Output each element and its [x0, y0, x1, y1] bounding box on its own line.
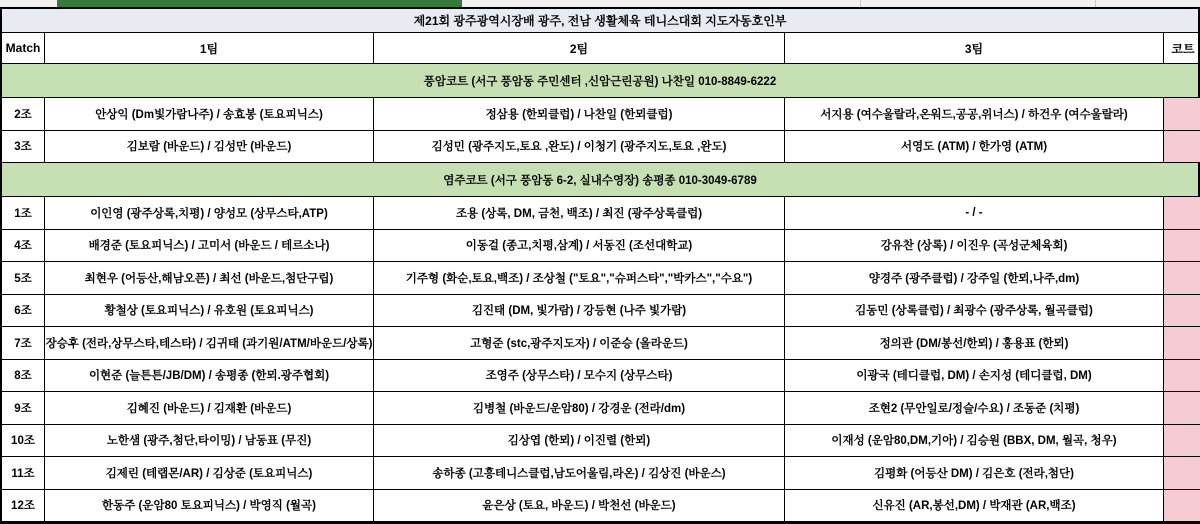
- court-cell[interactable]: [1164, 490, 1200, 522]
- match-cell[interactable]: 4조: [2, 230, 45, 262]
- court-cell[interactable]: [1164, 327, 1200, 359]
- section-rows: [2, 98, 1198, 163]
- team1-cell[interactable]: 배경준 (토요피닉스) / 고미서 (바운드 / 테르소나): [45, 230, 374, 262]
- team1-cell[interactable]: 이현준 (늘튼튼/JB/DM) / 송평종 (한뫼.광주협회): [45, 360, 374, 392]
- court-cell[interactable]: [1164, 295, 1200, 327]
- grid-line: [1095, 0, 1096, 7]
- team3-cell[interactable]: 김평화 (어등산 DM) / 김은호 (전라,첨단): [785, 457, 1164, 489]
- court-section: [2, 64, 1198, 163]
- team3-cell[interactable]: 김동민 (상록클럽) / 최광수 (광주상록, 월곡클럽): [785, 295, 1164, 327]
- sheet-top-strip: [0, 0, 1200, 7]
- grid-line: [860, 0, 861, 7]
- court-section-header[interactable]: 염주코트 (서구 풍암동 6-2, 실내수영장) 송평종 010-3049-6789: [443, 174, 757, 187]
- team1-cell[interactable]: 김보람 (바운드) / 김성만 (바운드): [45, 131, 374, 163]
- team3-cell[interactable]: 서지용 (여수울랄라,온워드,공공,위너스) / 하건우 (여수울랄라): [785, 98, 1164, 130]
- team2-cell[interactable]: 이동걸 (종고,치평,삼계) / 서동진 (조선대학교): [374, 230, 785, 262]
- tournament-table: [0, 7, 1200, 524]
- court-cell[interactable]: [1164, 98, 1200, 130]
- court-cell[interactable]: [1164, 262, 1200, 294]
- court-cell[interactable]: [1164, 425, 1200, 457]
- match-row: [2, 262, 1198, 295]
- col-header-team3[interactable]: 3팀: [785, 33, 1164, 63]
- title-row: [2, 9, 1198, 33]
- section-rows: [2, 197, 1198, 522]
- team1-cell[interactable]: 황철상 (토요피닉스) / 유호원 (토요피닉스): [45, 295, 374, 327]
- match-row: [2, 392, 1198, 425]
- match-cell[interactable]: 10조: [2, 425, 45, 457]
- page-title: 제21회 광주광역시장배 광주, 전남 생활체육 테니스대회 지도자동호인부: [413, 14, 787, 28]
- match-row: [2, 327, 1198, 360]
- team3-cell[interactable]: 이재성 (운암80,DM,기아) / 김승원 (BBX, DM, 월곡, 청우): [785, 425, 1164, 457]
- team2-cell[interactable]: 기주형 (화순,토요,백조) / 조상철 ("토요","슈퍼스타","박카스","수요"): [374, 262, 785, 294]
- team1-cell[interactable]: 장승후 (전라,상무스타,테스타) / 김귀태 (과기원/ATM/바운드/상록): [45, 327, 374, 359]
- team2-cell[interactable]: 김진태 (DM, 빛가람) / 강등현 (나주 빛가람): [374, 295, 785, 327]
- court-section-header[interactable]: 풍암코트 (서구 풍암동 주민센터 ,신암근린공원) 나찬일 010-8849-6222: [423, 75, 777, 88]
- col-header-court[interactable]: 코트: [1171, 41, 1195, 56]
- team3-cell[interactable]: 서영도 (ATM) / 한가영 (ATM): [785, 131, 1164, 163]
- col-header-match[interactable]: Match: [2, 33, 45, 63]
- match-row: [2, 131, 1198, 164]
- match-cell[interactable]: 11조: [2, 457, 45, 489]
- court-cell[interactable]: [1164, 457, 1200, 489]
- top-green-bar: [57, 0, 462, 7]
- team1-cell[interactable]: 최현우 (어등산,해남오픈) / 최선 (바운드,첨단구립): [45, 262, 374, 294]
- match-cell[interactable]: 5조: [2, 262, 45, 294]
- court-cell[interactable]: [1164, 197, 1200, 229]
- match-cell[interactable]: 2조: [2, 98, 45, 130]
- team2-cell[interactable]: 조영주 (상무스타) / 모수지 (상무스타): [374, 360, 785, 392]
- match-cell[interactable]: 12조: [2, 490, 45, 522]
- team3-cell[interactable]: 이광국 (테디클럽, DM) / 손지성 (테디클럽, DM): [785, 360, 1164, 392]
- team1-cell[interactable]: 김제린 (테랩몬/AR) / 김상준 (토요피닉스): [45, 457, 374, 489]
- match-cell[interactable]: 8조: [2, 360, 45, 392]
- team1-cell[interactable]: 이인영 (광주상록,치평) / 양성모 (상무스타,ATP): [45, 197, 374, 229]
- team1-cell[interactable]: 김혜진 (바운드) / 김재환 (바운드): [45, 392, 374, 424]
- match-row: [2, 197, 1198, 230]
- match-row: [2, 425, 1198, 458]
- team3-cell[interactable]: 조현2 (무안일로/정슬/수요) / 조동준 (치평): [785, 392, 1164, 424]
- court-cell[interactable]: [1164, 392, 1200, 424]
- team2-cell[interactable]: 김상엽 (한뫼) / 이진렬 (한뫼): [374, 425, 785, 457]
- team3-cell[interactable]: 양경주 (광주클럽) / 강주일 (한뫼,나주,dm): [785, 262, 1164, 294]
- match-cell[interactable]: 1조: [2, 197, 45, 229]
- team2-cell[interactable]: 정삼용 (한뫼클럽) / 나찬일 (한뫼클럽): [374, 98, 785, 130]
- team2-cell[interactable]: 윤은상 (토요, 바운드) / 박천선 (바운드): [374, 490, 785, 522]
- sections-container: [2, 64, 1198, 522]
- match-row: [2, 230, 1198, 263]
- team2-cell[interactable]: 송하종 (고흥테니스클럽,남도어울림,라온) / 김상진 (바운스): [374, 457, 785, 489]
- team3-cell[interactable]: 정의관 (DM/봉선/한뫼) / 홍용표 (한뫼): [785, 327, 1164, 359]
- match-cell[interactable]: 3조: [2, 131, 45, 163]
- team3-cell[interactable]: 신유진 (AR,봉선,DM) / 박재관 (AR,백조): [785, 490, 1164, 522]
- team2-cell[interactable]: 조용 (상록, DM, 금천, 백조) / 최진 (광주상록클럽): [374, 197, 785, 229]
- team3-cell[interactable]: 강유찬 (상록) / 이진우 (곡성군체육회): [785, 230, 1164, 262]
- team1-cell[interactable]: 노한샘 (광주,첨단,타이밍) / 남동표 (무진): [45, 425, 374, 457]
- team2-cell[interactable]: 김성민 (광주지도,토요 ,완도) / 이청기 (광주지도,토요 ,완도): [374, 131, 785, 163]
- court-cell[interactable]: [1164, 131, 1200, 163]
- court-section: [2, 163, 1198, 522]
- column-header-row: [2, 33, 1198, 64]
- match-row: [2, 490, 1198, 523]
- match-cell[interactable]: 9조: [2, 392, 45, 424]
- col-header-team2[interactable]: 2팀: [374, 33, 785, 63]
- match-cell[interactable]: 7조: [2, 327, 45, 359]
- match-row: [2, 360, 1198, 393]
- court-cell[interactable]: [1164, 230, 1200, 262]
- col-header-team1[interactable]: 1팀: [45, 33, 374, 63]
- match-cell[interactable]: 6조: [2, 295, 45, 327]
- team2-cell[interactable]: 고형준 (stc,광주지도자) / 이준승 (올라운드): [374, 327, 785, 359]
- match-row: [2, 457, 1198, 490]
- team3-cell[interactable]: - / -: [785, 197, 1164, 229]
- match-row: [2, 98, 1198, 131]
- team1-cell[interactable]: 한동주 (운암80 토요피닉스) / 박영직 (월곡): [45, 490, 374, 522]
- team2-cell[interactable]: 김병철 (바운드/운암80) / 강경운 (전라/dm): [374, 392, 785, 424]
- match-row: [2, 295, 1198, 328]
- team1-cell[interactable]: 안상익 (Dm빛가람나주) / 송효봉 (토요피닉스): [45, 98, 374, 130]
- section-header-row: [2, 64, 1198, 98]
- section-header-row: [2, 163, 1198, 197]
- court-cell[interactable]: [1164, 360, 1200, 392]
